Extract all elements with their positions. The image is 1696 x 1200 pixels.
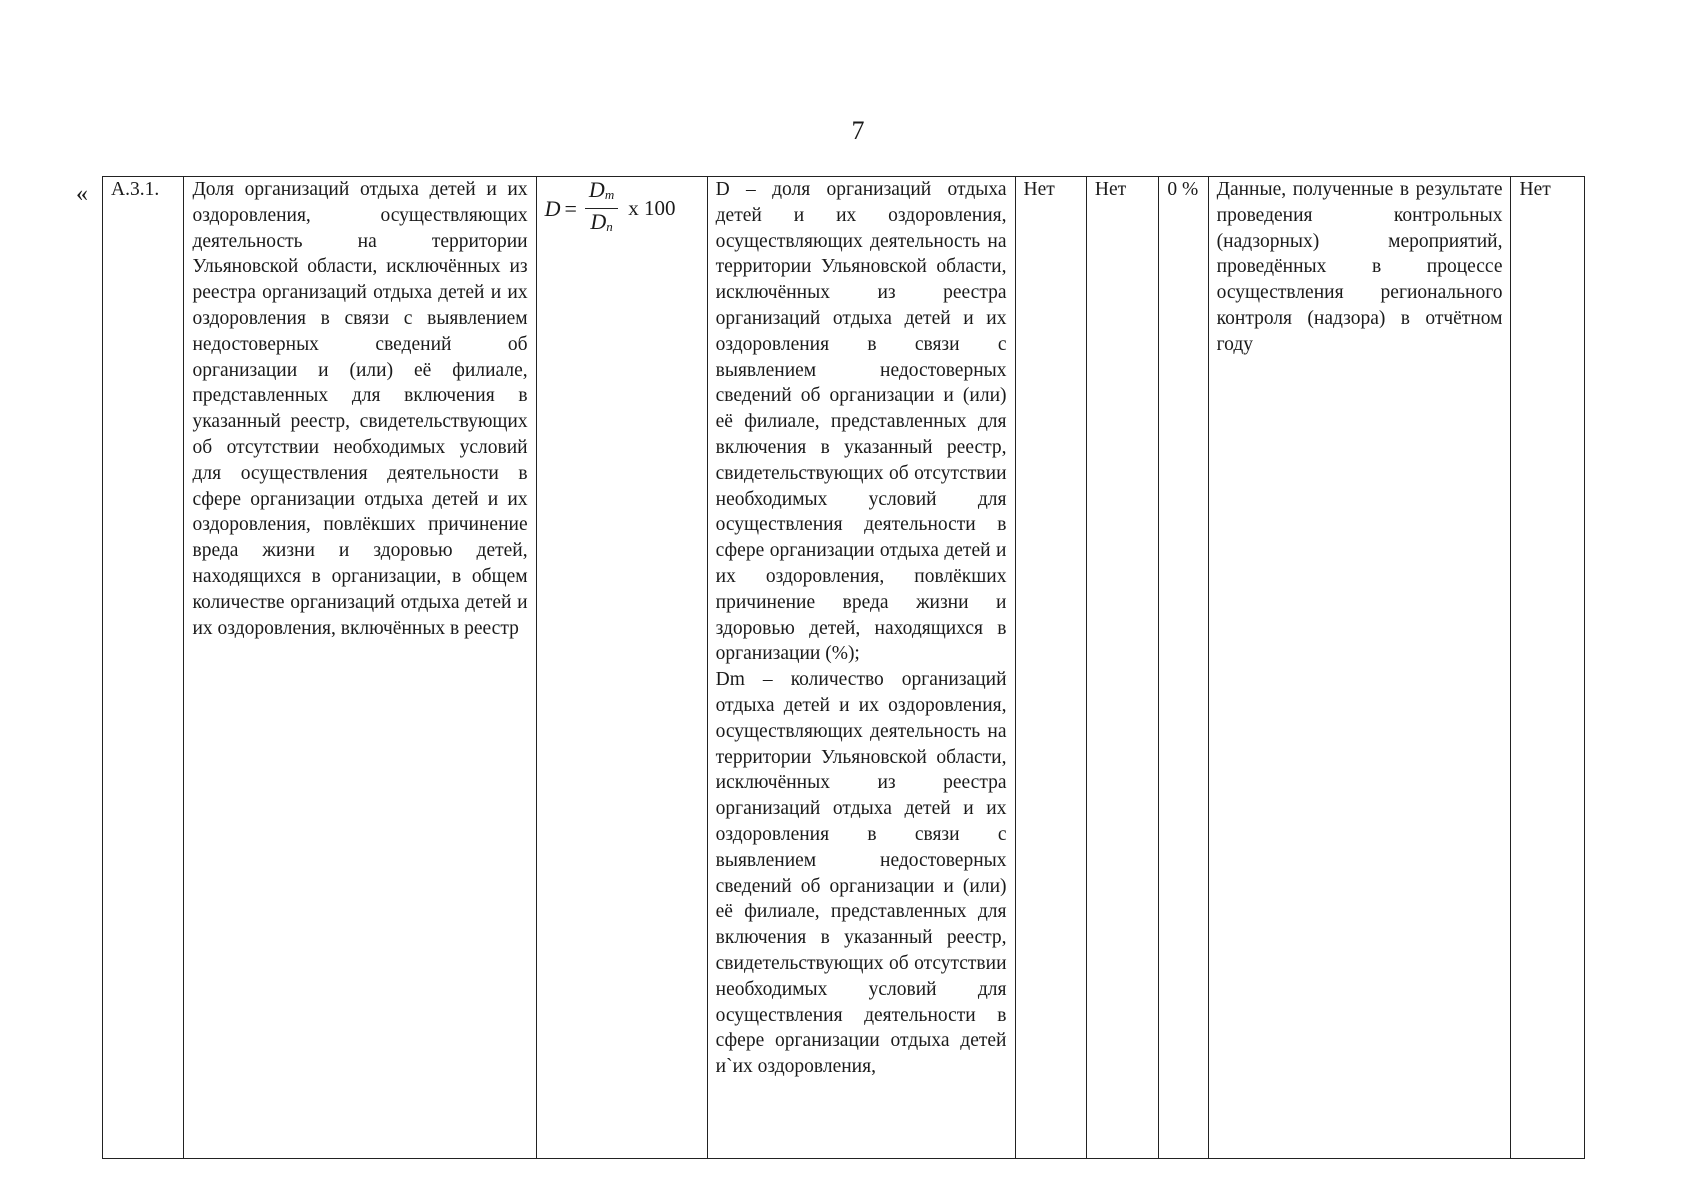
data-source-text: Данные, полученные в результате проведения контрольных (надзорных) мероприятий, проведённых в процессе осуществления регионального контроля (надзора) в отчётном году bbox=[1216, 179, 1503, 355]
definitions-cell bbox=[707, 177, 1015, 1159]
indicator-code: А.3.1. bbox=[111, 179, 160, 200]
formula-multiplier: x 100 bbox=[628, 195, 676, 220]
formula-numerator bbox=[585, 177, 618, 209]
indicator-code-cell bbox=[103, 177, 184, 1159]
denominator-base: D bbox=[590, 209, 607, 234]
indicator-table bbox=[102, 176, 1585, 1159]
formula-fraction bbox=[585, 177, 618, 240]
indicator-description-cell bbox=[184, 177, 536, 1159]
column-5-value: Нет bbox=[1023, 179, 1055, 200]
page-number: 7 bbox=[851, 116, 865, 145]
calculation-formula bbox=[545, 177, 676, 240]
opening-quote-mark: « bbox=[76, 181, 88, 207]
formula-lhs: D bbox=[544, 195, 561, 221]
column-6-value: Нет bbox=[1094, 179, 1127, 200]
numerator-subscript: m bbox=[604, 187, 615, 202]
formula-cell bbox=[536, 177, 707, 1159]
indicator-description: Доля организаций отдыха детей и их оздоровления, осуществляющих деятельность на территории Ульяновской области, исключённых из реестра организаций отдыха детей и их оздоровления в связи с выявлением недостоверных сведений об организации и (или) её филиале, представленных для включения в указанный реестр, свидетельствующих об отсутствии необходимых условий для осуществления деятельности в сфере организации отдыха детей и их оздоровления, повлёкших причинение вреда жизни и здоровью детей, находящихся в организации, в общем количестве организаций отдыха детей и их оздоровления, включённых в реестр bbox=[192, 179, 528, 639]
definition-d: D – доля организаций отдыха детей и их оздоровления, осуществляющих деятельность на территории Ульяновской области, исключённых из реестра организаций отдыха детей и их оздоровления в связи с выявлением недостоверных сведений об организации и (или) её филиале, представленных для включения в указанный реестр, свидетельствующих об отсутствии необходимых условий для осуществления деятельности в сфере организации отдыха детей и их оздоровления, повлёкших причинение вреда жизни и здоровью детей, находящихся в организации (%); bbox=[715, 179, 1007, 665]
definition-dm: Dm – количество организаций отдыха детей и их оздоровления, осуществляющих деятельность на территории Ульяновской области, исключённых из реестра организаций отдыха детей и их оздоровления в связи с выявлением недостоверных сведений об организации и (или) её филиале, представленных для включения в указанный реестр, свидетельствующих об отсутствии необходимых условий для осуществления деятельности в сфере организации отдыха детей и`их оздоровления, bbox=[715, 669, 1007, 1078]
table-row bbox=[103, 177, 1585, 1159]
denominator-subscript: n bbox=[606, 219, 613, 234]
target-percent-cell bbox=[1159, 177, 1208, 1159]
column-9-value: Нет bbox=[1519, 179, 1551, 200]
column-9-cell bbox=[1511, 177, 1585, 1159]
formula-denominator bbox=[590, 209, 612, 240]
numerator-base: D bbox=[588, 177, 605, 202]
column-6-cell bbox=[1086, 177, 1158, 1159]
data-source-cell bbox=[1208, 177, 1511, 1159]
column-5-cell bbox=[1015, 177, 1086, 1159]
target-percent-value: 0 % bbox=[1167, 179, 1199, 200]
formula-equals: = bbox=[564, 195, 577, 221]
